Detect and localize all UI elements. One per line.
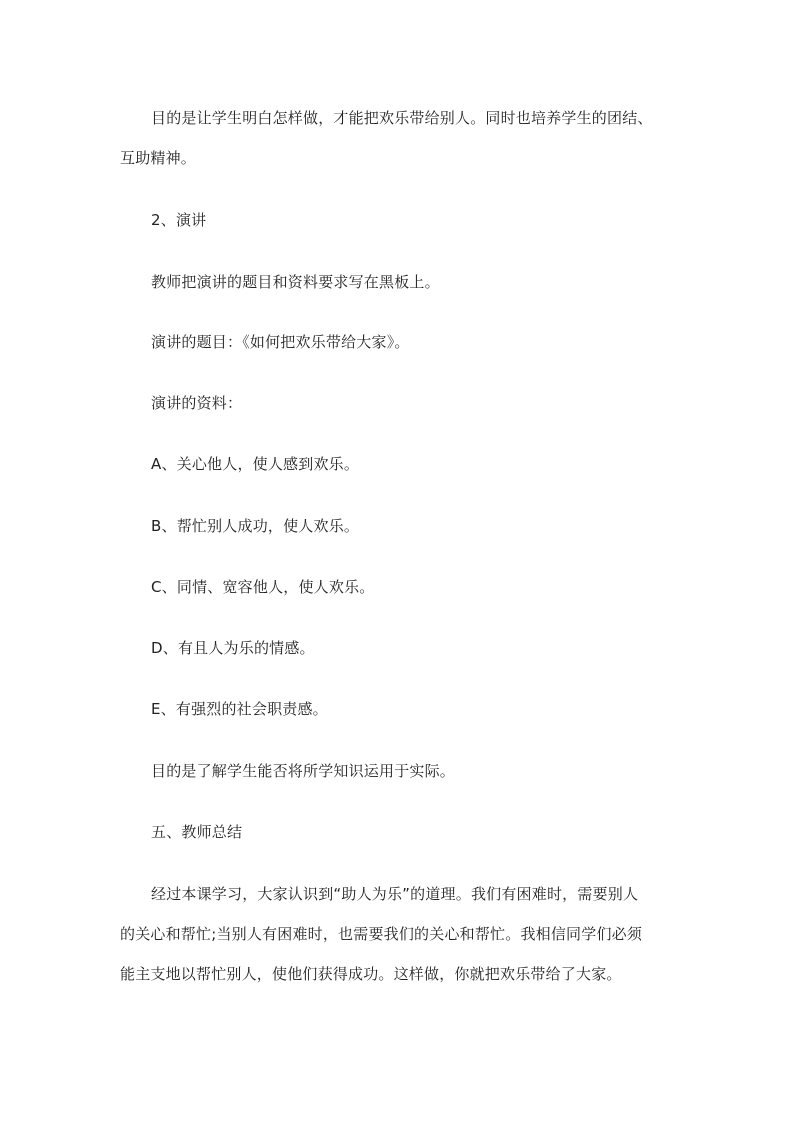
list-item-d bbox=[120, 628, 680, 668]
text-line: 经过本课学习，大家认识到“助人为乐”的道理。我们有困难时，需要别人 bbox=[151, 885, 639, 903]
list-item-e bbox=[120, 689, 680, 729]
text-line: E、有强烈的社会职责感。 bbox=[151, 700, 328, 718]
text-line: 互助精神。 bbox=[120, 149, 197, 167]
text-line: 2、演讲 bbox=[151, 211, 207, 229]
paragraph-purpose-1 bbox=[120, 98, 680, 178]
text-line: 教师把演讲的题目和资料要求写在黑板上。 bbox=[151, 273, 440, 291]
text-line: 演讲的题目：《如何把欢乐带给大家》。 bbox=[151, 333, 410, 351]
paragraph-speech-material-label bbox=[120, 383, 680, 423]
list-item-a bbox=[120, 444, 680, 484]
paragraph-speech-title bbox=[120, 322, 680, 362]
text-line: 演讲的资料： bbox=[151, 394, 243, 412]
text-line: 目的是让学生明白怎样做，才能把欢乐带给别人。同时也培养学生的团结、 bbox=[151, 109, 653, 127]
text-line: C、同情、宽容他人，使人欢乐。 bbox=[151, 578, 375, 596]
list-item-b bbox=[120, 506, 680, 546]
text-line: B、帮忙别人成功，使人欢乐。 bbox=[151, 517, 360, 535]
text-line: A、关心他人，使人感到欢乐。 bbox=[151, 455, 360, 473]
list-item-c bbox=[120, 567, 680, 607]
paragraph-teacher-writes bbox=[120, 262, 680, 302]
text-line: 五、教师总结 bbox=[151, 823, 243, 841]
heading-speech bbox=[120, 200, 680, 240]
text-line: 能主支地以帮忙别人，使他们获得成功。这样做，你就把欢乐带给了大家。 bbox=[120, 965, 622, 983]
heading-summary bbox=[120, 812, 680, 852]
paragraph-summary bbox=[120, 874, 680, 994]
text-line: 的关心和帮忙;当别人有困难时，也需要我们的关心和帮忙。我相信同学们必须 bbox=[120, 925, 643, 943]
text-line: 目的是了解学生能否将所学知识运用于实际。 bbox=[151, 762, 456, 780]
paragraph-purpose-2 bbox=[120, 751, 680, 791]
text-line: D、有且人为乐的情感。 bbox=[151, 639, 315, 657]
